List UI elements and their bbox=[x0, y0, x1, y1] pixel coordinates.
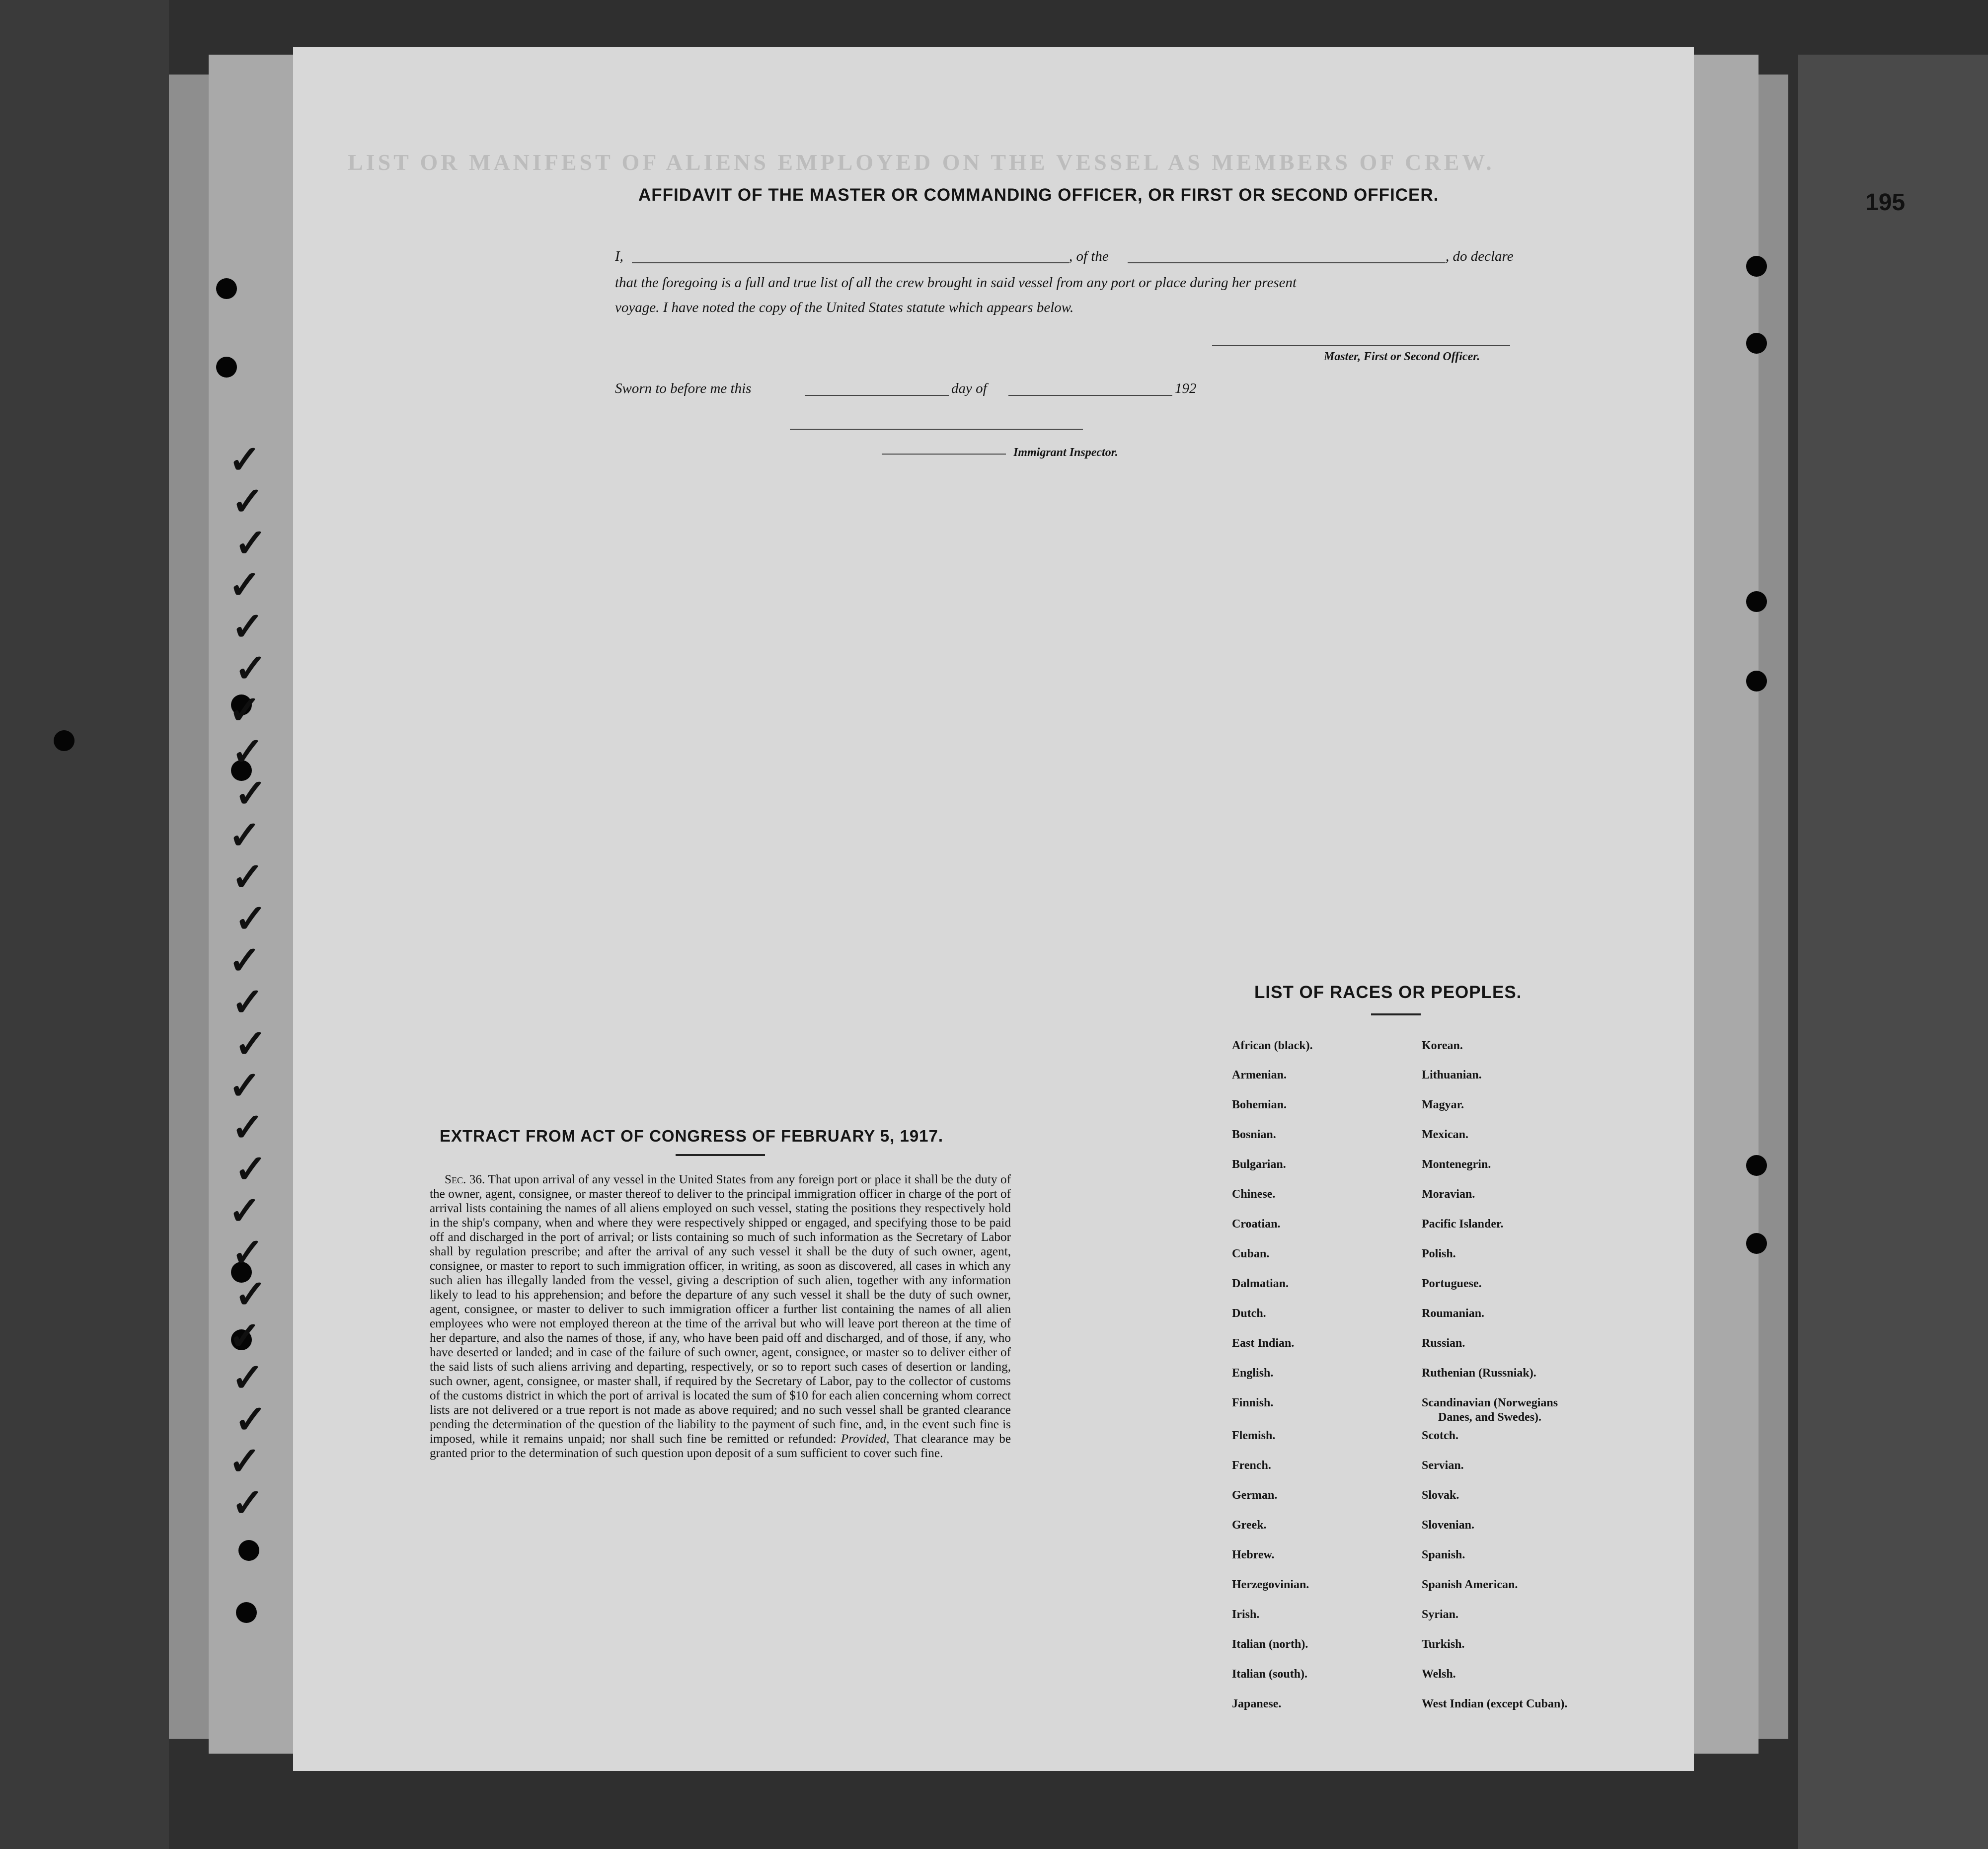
check-mark-icon: ✓ bbox=[229, 437, 261, 482]
race-item: French. bbox=[1232, 1459, 1271, 1472]
check-mark-icon: ✓ bbox=[234, 1021, 267, 1067]
inspector-label: Immigrant Inspector. bbox=[1013, 446, 1118, 459]
race-item: African (black). bbox=[1232, 1039, 1313, 1052]
race-item: Korean. bbox=[1422, 1039, 1463, 1052]
race-item: Polish. bbox=[1422, 1247, 1456, 1260]
check-mark-icon: ✓ bbox=[231, 479, 264, 524]
race-item: Spanish. bbox=[1422, 1548, 1465, 1561]
race-item: Ruthenian (Russniak). bbox=[1422, 1367, 1536, 1380]
punch-hole bbox=[1746, 671, 1767, 692]
check-mark-icon: ✓ bbox=[229, 1313, 261, 1359]
sworn-month-line bbox=[1008, 395, 1172, 396]
race-item: Servian. bbox=[1422, 1459, 1464, 1472]
scanner-background-left bbox=[0, 0, 169, 1849]
affidavit-line-2: that the foregoing is a full and true list of all the crew brought in said vessel from any port or place during her present bbox=[615, 275, 1297, 291]
race-item: Syrian. bbox=[1422, 1608, 1459, 1621]
extract-title: EXTRACT FROM ACT OF CONGRESS OF FEBRUARY 5, 1917. bbox=[440, 1127, 944, 1145]
race-item: Portuguese. bbox=[1422, 1277, 1482, 1290]
race-item: Moravian. bbox=[1422, 1188, 1475, 1201]
check-mark-icon: ✓ bbox=[229, 1188, 261, 1233]
check-mark-icon: ✓ bbox=[234, 1397, 267, 1442]
race-item: Dutch. bbox=[1232, 1307, 1266, 1320]
race-item: Herzegovinian. bbox=[1232, 1578, 1309, 1591]
sworn-day-line bbox=[805, 395, 949, 396]
check-mark-icon: ✓ bbox=[229, 1439, 261, 1484]
punch-hole bbox=[1746, 1233, 1767, 1254]
race-item: Dalmatian. bbox=[1232, 1277, 1289, 1290]
punch-hole bbox=[238, 1540, 259, 1561]
punch-hole bbox=[1746, 591, 1767, 612]
check-mark-icon: ✓ bbox=[234, 646, 267, 691]
race-item: Scotch. bbox=[1422, 1429, 1458, 1442]
check-mark-icon: ✓ bbox=[229, 1063, 261, 1108]
affidavit-declare-label: , do declare bbox=[1446, 248, 1514, 264]
check-mark-icon: ✓ bbox=[231, 1105, 264, 1150]
race-item: Welsh. bbox=[1422, 1668, 1456, 1681]
punch-hole bbox=[236, 1602, 257, 1623]
race-item: Greek. bbox=[1232, 1519, 1267, 1532]
races-title: LIST OF RACES OR PEOPLES. bbox=[1254, 983, 1522, 1002]
inspector-short-line bbox=[882, 454, 1006, 455]
race-item: Irish. bbox=[1232, 1608, 1260, 1621]
race-item: Cuban. bbox=[1232, 1247, 1270, 1260]
check-mark-icon: ✓ bbox=[231, 1230, 264, 1275]
race-item: Scandinavian (Norwegians bbox=[1422, 1396, 1558, 1409]
punch-hole bbox=[216, 278, 237, 299]
check-mark-icon: ✓ bbox=[231, 729, 264, 774]
race-item: Spanish American. bbox=[1422, 1578, 1518, 1591]
punch-hole bbox=[1746, 333, 1767, 354]
race-item: Slovak. bbox=[1422, 1489, 1459, 1502]
race-item: Croatian. bbox=[1232, 1218, 1281, 1231]
sworn-label: Sworn to before me this bbox=[615, 381, 752, 396]
race-item: Turkish. bbox=[1422, 1638, 1465, 1651]
check-mark-icon: ✓ bbox=[234, 521, 267, 566]
check-mark-icon: ✓ bbox=[229, 938, 261, 983]
master-signature-label: Master, First or Second Officer. bbox=[1324, 350, 1480, 363]
affidavit-i-label: I, bbox=[615, 248, 623, 264]
race-item: Chinese. bbox=[1232, 1188, 1276, 1201]
check-mark-icon: ✓ bbox=[229, 813, 261, 858]
check-mark-icon: ✓ bbox=[229, 688, 261, 733]
races-title-rule bbox=[1371, 1013, 1421, 1015]
race-item: Bosnian. bbox=[1232, 1128, 1276, 1141]
race-item: Armenian. bbox=[1232, 1069, 1287, 1081]
sworn-day-label: day of bbox=[951, 381, 987, 396]
bleed-through-header: LIST OR MANIFEST OF ALIENS EMPLOYED ON THE VESSEL AS MEMBERS OF CREW. bbox=[348, 150, 1495, 175]
race-item: Italian (north). bbox=[1232, 1638, 1308, 1651]
punch-hole bbox=[1746, 256, 1767, 277]
race-item: Roumanian. bbox=[1422, 1307, 1485, 1320]
check-mark-icon: ✓ bbox=[229, 562, 261, 608]
check-mark-icon: ✓ bbox=[231, 854, 264, 900]
race-item: Danes, and Swedes). bbox=[1438, 1411, 1542, 1424]
race-item: English. bbox=[1232, 1367, 1274, 1380]
race-item: Japanese. bbox=[1232, 1697, 1282, 1710]
check-mark-icon: ✓ bbox=[234, 771, 267, 816]
race-item: German. bbox=[1232, 1489, 1278, 1502]
inspector-signature-line bbox=[790, 429, 1083, 430]
affidavit-of-the-label: , of the bbox=[1069, 248, 1109, 264]
statute-text bbox=[430, 1172, 1011, 1461]
race-item: Russian. bbox=[1422, 1337, 1465, 1350]
statute-section-label: Sec. 36. bbox=[445, 1173, 485, 1186]
race-item: Italian (south). bbox=[1232, 1668, 1308, 1681]
affidavit-title: AFFIDAVIT OF THE MASTER OR COMMANDING OFFICER, OR FIRST OR SECOND OFFICER. bbox=[638, 185, 1439, 205]
statute-provided-label: Provided, bbox=[841, 1432, 890, 1446]
race-item: Slovenian. bbox=[1422, 1519, 1475, 1532]
name-blank-line bbox=[632, 262, 1069, 263]
check-mark-icon: ✓ bbox=[234, 896, 267, 941]
sworn-year-label: 192 bbox=[1175, 381, 1197, 396]
master-signature-line bbox=[1212, 345, 1510, 346]
scanner-background-right bbox=[1798, 55, 1988, 1849]
race-item: Pacific Islander. bbox=[1422, 1218, 1504, 1231]
vessel-blank-line bbox=[1128, 262, 1446, 263]
race-item: Hebrew. bbox=[1232, 1548, 1275, 1561]
page-number: 195 bbox=[1865, 189, 1906, 216]
check-mark-icon: ✓ bbox=[234, 1147, 267, 1192]
race-item: Flemish. bbox=[1232, 1429, 1276, 1442]
race-item: Bohemian. bbox=[1232, 1098, 1287, 1111]
check-mark-icon: ✓ bbox=[234, 1272, 267, 1317]
race-item: Finnish. bbox=[1232, 1396, 1274, 1409]
check-mark-icon: ✓ bbox=[231, 604, 264, 649]
affidavit-line-3: voyage. I have noted the copy of the United States statute which appears below. bbox=[615, 300, 1074, 315]
race-item: Mexican. bbox=[1422, 1128, 1468, 1141]
race-item: Lithuanian. bbox=[1422, 1069, 1482, 1081]
punch-hole bbox=[54, 730, 75, 751]
check-mark-icon: ✓ bbox=[231, 1355, 264, 1400]
punch-hole bbox=[216, 357, 237, 378]
punch-hole bbox=[1746, 1155, 1767, 1176]
race-item: Magyar. bbox=[1422, 1098, 1464, 1111]
statute-body-part1: That upon arrival of any vessel in the United States from any foreign port or place it shall be the duty of the owner, agent, consignee, or master thereof to deliver to the principal immigration officer in charge of the port of arrival lists containing the names of all aliens employed on such vessel, stating the positions they respectively hold in the ship's company, when and where they were respectively shipped or engaged, and specifying those to be paid off and discharged in the port of arrival; or lists containing so much of such information as the Secretary of Labor shall by regulation prescribe; and after the arrival of any such vessel it shall be the duty of such owner, agent, consignee, or master to report to such immigration officer, in writing, as soon as discovered, all cases in which any such alien has illegally landed from the vessel, giving a description of such alien, together with any information likely to lead to his apprehension; and before the departure of any such vessel it shall be the duty of such owner, agent, consignee, or master to deliver to such immigration officer a further list containing the names of all alien employees who were not employed thereon at the time of the arrival but who will leave port thereon at the time of her departure, and also the names of those, if any, who have been paid off and discharged, and of those, if any, who have deserted or landed; and in case of the failure of such owner, agent, consignee, or master so to deliver either of the said lists of such aliens arriving and departing, respectively, or so to report such cases of desertion or landing, such owner, agent, consignee, or master shall, if required by the Secretary of Labor, pay to the collector of customs of the customs district in which the port of arrival is located the sum of $10 for each alien concerning whom correct lists are not delivered or a true report is not made as above required; and no such vessel shall be granted clearance pending the determination of the question of the liability to the payment of such fine, and, in the event such fine is imposed, while it remains unpaid; nor shall such fine be remitted or refunded: bbox=[430, 1173, 1011, 1446]
race-item: Bulgarian. bbox=[1232, 1158, 1286, 1171]
statute-body-part2: That clearance may be granted prior to the determination of such question upon deposit of a sum sufficient to cover such fine. bbox=[430, 1432, 1011, 1460]
race-item: West Indian (except Cuban). bbox=[1422, 1697, 1568, 1710]
extract-title-rule bbox=[676, 1154, 765, 1156]
race-item: East Indian. bbox=[1232, 1337, 1295, 1350]
check-mark-icon: ✓ bbox=[231, 1480, 264, 1526]
race-item: Montenegrin. bbox=[1422, 1158, 1491, 1171]
check-mark-icon: ✓ bbox=[231, 980, 264, 1025]
